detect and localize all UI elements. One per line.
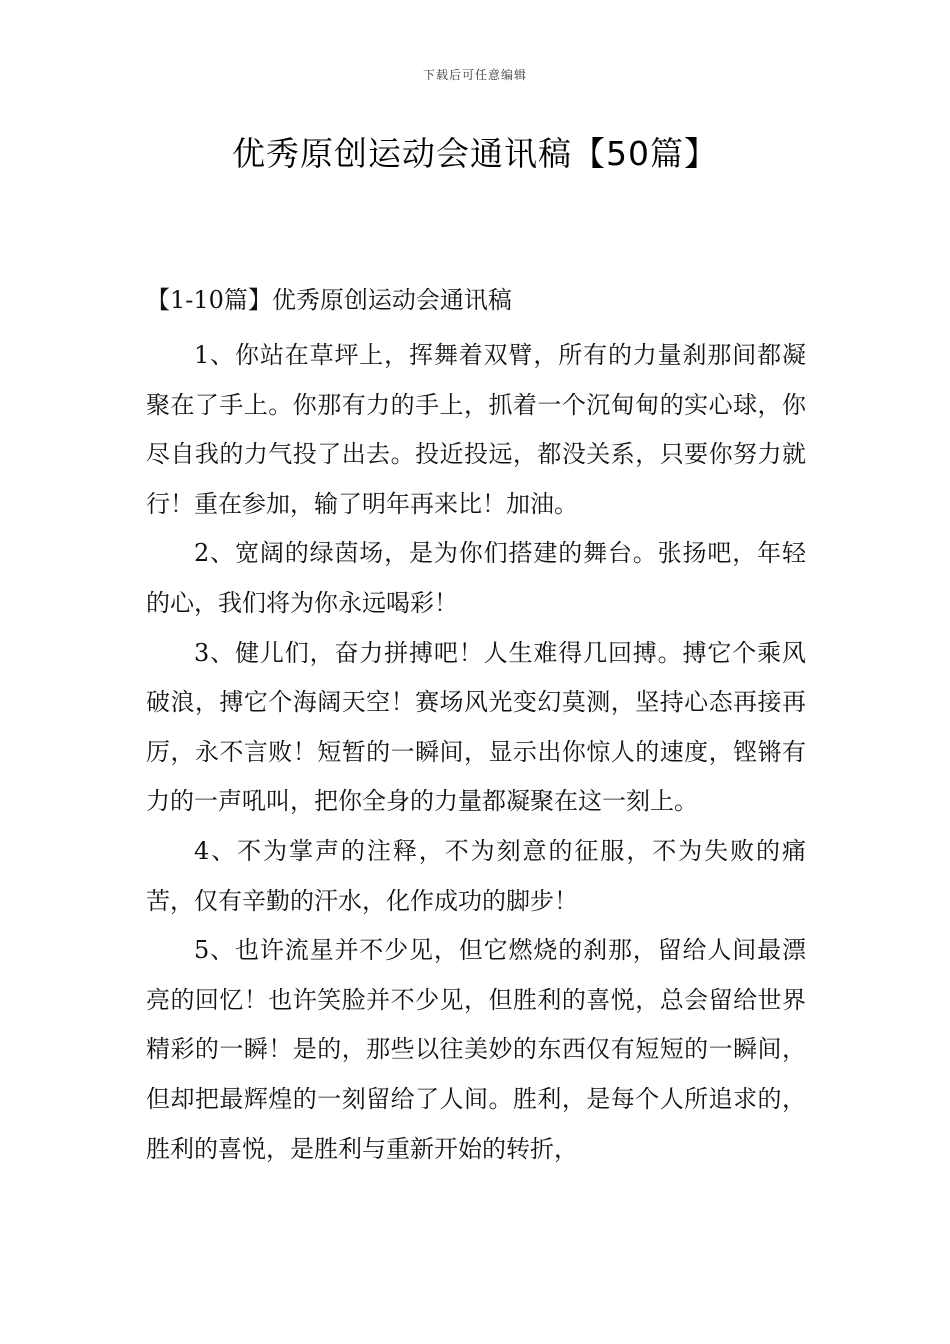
paragraph-1: 1、你站在草坪上，挥舞着双臂，所有的力量刹那间都凝聚在了手上。你那有力的手上，抓着一个沉甸甸的实心球，你尽自我的力气投了出去。投近投远，都没关系，只要你努力就行！重在参加，输了明年再来比！加油。 [146,341,806,518]
header-note: 下载后可任意编辑 [422,68,527,82]
paragraph-3: 3、健儿们，奋力拼搏吧！人生难得几回搏。搏它个乘风破浪，搏它个海阔天空！赛场风光变幻莫测，坚持心态再接再厉，永不言败！短暂的一瞬间，显示出你惊人的速度，铿锵有力的一声吼叫，把你全身的力量都凝聚在这一刻上。 [146,638,806,816]
paragraph-5: 5、也许流星并不少见，但它燃烧的刹那，留给人间最漂亮的回忆！也许笑脸并不少见，但胜利的喜悦，总会留给世界精彩的一瞬！是的，那些以往美妙的东西仅有短短的一瞬间，但却把最辉煌的一刻留给了人间。胜利，是每个人所追求的，胜利的喜悦，是胜利与重新开始的转折， [146,936,806,1163]
paragraph-4: 4、不为掌声的注释，不为刻意的征服，不为失败的痛苦，仅有辛勤的汗水，化作成功的脚步！ [146,836,806,915]
paragraph-2: 2、宽阔的绿茵场，是为你们搭建的舞台。张扬吧，年轻的心，我们将为你永远喝彩！ [146,539,806,617]
section-heading: 【1-10篇】优秀原创运动会通讯稿 [146,286,512,314]
document-title: 优秀原创运动会通讯稿【50篇】 [232,134,718,173]
document-body [146,281,806,1174]
